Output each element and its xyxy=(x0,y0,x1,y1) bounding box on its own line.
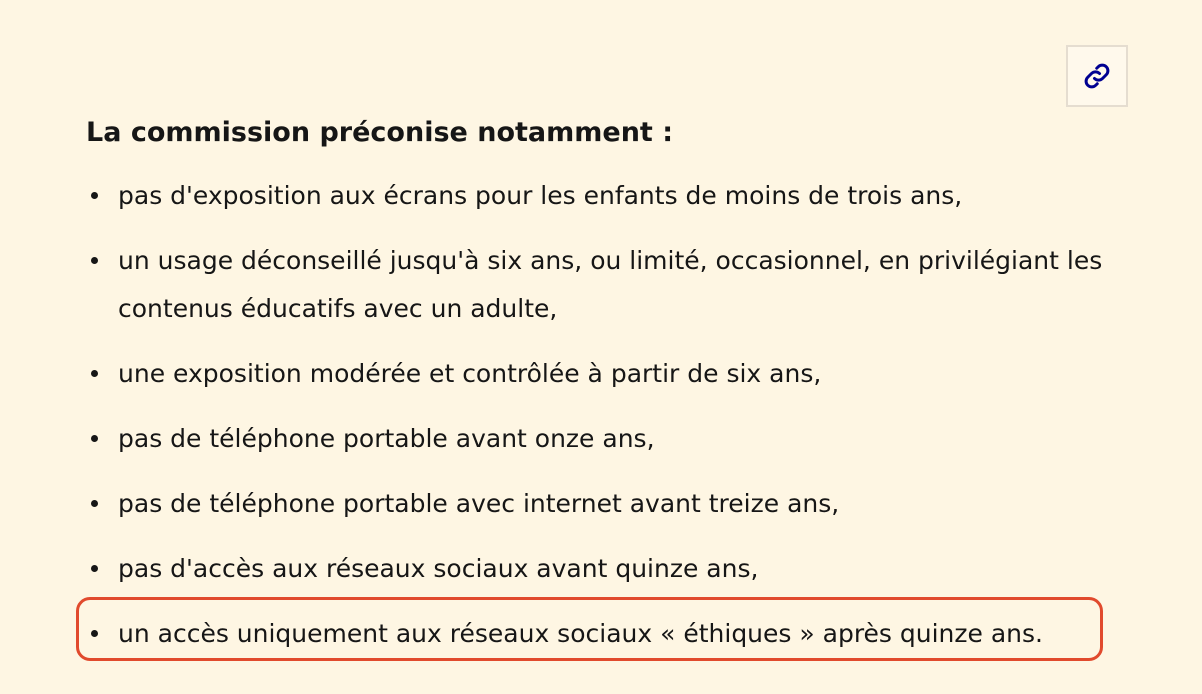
list-item-text: une exposition modérée et contrôlée à partir de six ans, xyxy=(118,359,822,388)
bullet-icon xyxy=(91,435,98,442)
list-item xyxy=(86,480,1126,528)
section-heading: La commission préconise notamment : xyxy=(86,117,674,148)
list-item-text: un accès uniquement aux réseaux sociaux « éthiques » après quinze ans. xyxy=(118,619,1043,648)
list-item xyxy=(86,237,1126,333)
bullet-icon xyxy=(91,257,98,264)
list-item-text: pas de téléphone portable avec internet avant treize ans, xyxy=(118,489,840,518)
list-item xyxy=(86,415,1126,463)
recommendation-list xyxy=(86,172,1126,675)
list-item-text: pas d'exposition aux écrans pour les enfants de moins de trois ans, xyxy=(118,181,963,210)
list-item-text: pas de téléphone portable avant onze ans, xyxy=(118,424,655,453)
link-icon xyxy=(1082,61,1112,91)
list-item-text: pas d'accès aux réseaux sociaux avant quinze ans, xyxy=(118,554,759,583)
bullet-icon xyxy=(91,500,98,507)
list-item xyxy=(86,350,1126,398)
bullet-icon xyxy=(91,565,98,572)
bullet-icon xyxy=(91,370,98,377)
bullet-icon xyxy=(91,630,98,637)
list-item xyxy=(86,172,1126,220)
bullet-icon xyxy=(91,192,98,199)
list-item-highlighted xyxy=(86,610,1126,658)
copy-link-button[interactable] xyxy=(1066,45,1128,107)
list-item xyxy=(86,545,1126,593)
list-item-text: un usage déconseillé jusqu'à six ans, ou limité, occasionnel, en privilégiant les contenus éducatifs avec un adulte, xyxy=(118,246,1103,323)
